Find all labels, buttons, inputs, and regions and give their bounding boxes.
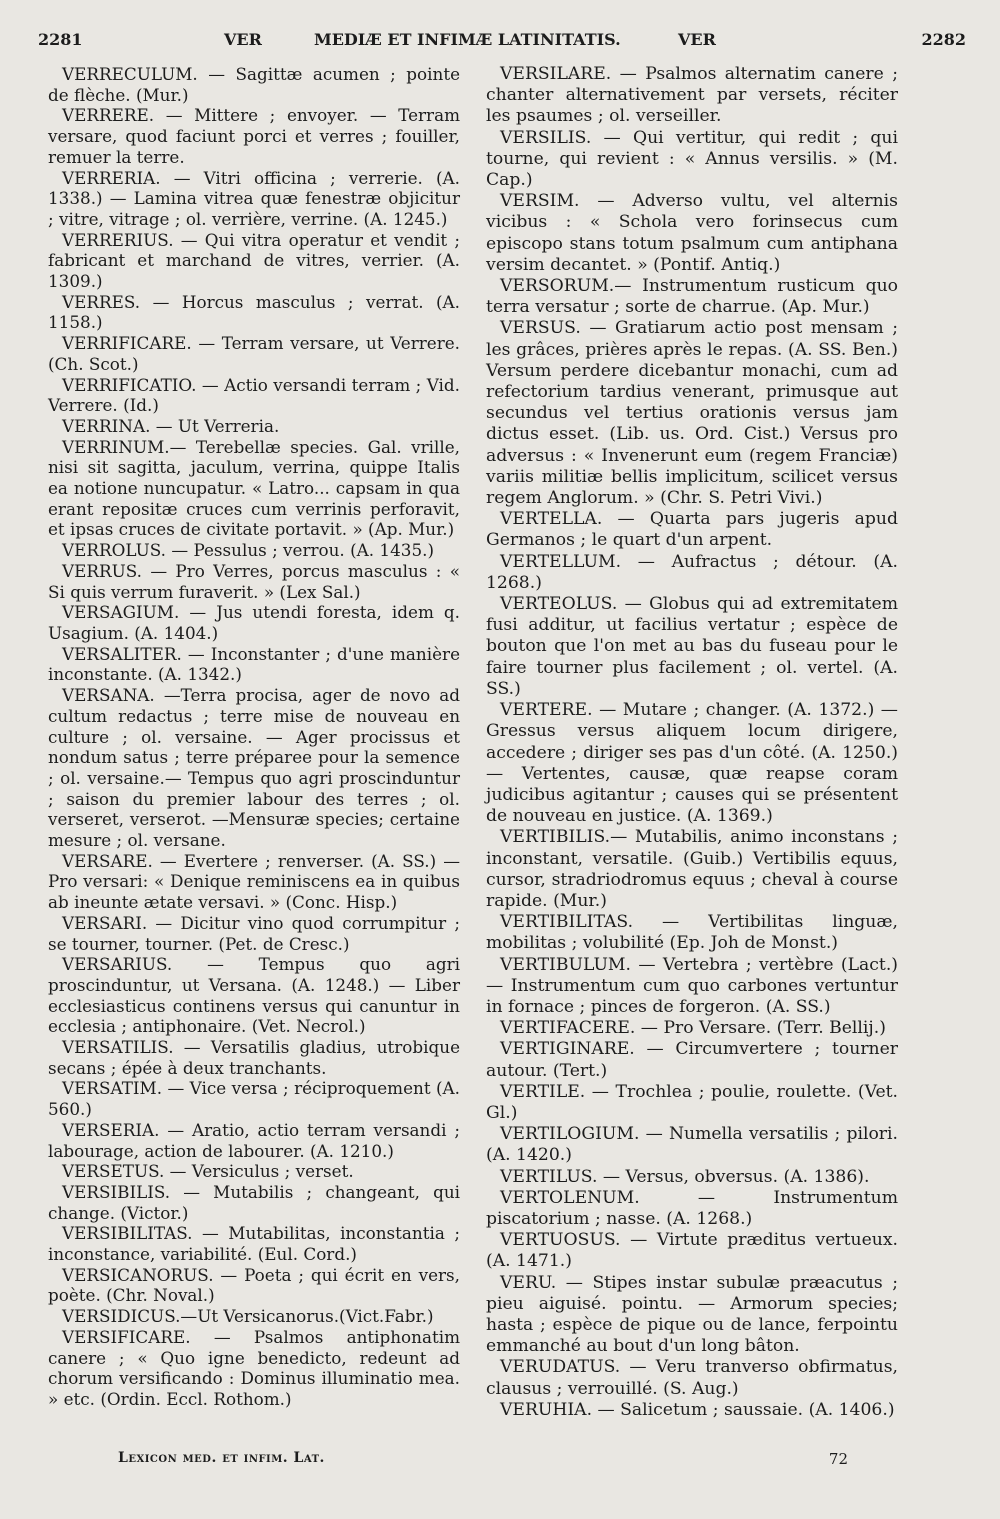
- dictionary-entry: VERRES. — Horcus masculus ; verrat. (A. 1158.): [48, 291, 460, 333]
- dictionary-entry: VERSIBILITAS. — Mutabilitas, inconstantia ; inconstance, variabilité. (Eul. Cord.): [48, 1223, 460, 1265]
- dictionary-entry: VERSIBILIS. — Mutabilis ; changeant, qui change. (Victor.): [48, 1181, 460, 1223]
- dictionary-entry: VERSICANORUS. — Poeta ; qui écrit en vers, poète. (Chr. Noval.): [48, 1264, 460, 1306]
- signature-mark: 72: [828, 1450, 848, 1468]
- guide-word-right: VER: [678, 30, 716, 49]
- running-header: [38, 30, 966, 56]
- dictionary-entry: VERTILE. — Trochlea ; poulie, roulette. (Vet. Gl.): [486, 1081, 898, 1123]
- dictionary-entry: VERTERE. — Mutare ; changer. (A. 1372.) — Gressus versus aliquem locum dirigere, accedere ; diriger ses pas d'un côté. (A. 1250.) — Vertentes, causæ, quæ reapse coram judicibus agitantur ; causes qui se présentent de nouveau en justice. (A. 1369.): [486, 700, 898, 827]
- dictionary-entry: VERRINUM.— Terebellæ species. Gal. vrille, nisi sit sagitta, jaculum, verrina, quippe Italis ea notione nuncupatur. « Latro... capsam in qua erant repositæ cruces cum verrinis perforavit, et ipsas cruces de civitate portavit. » (Ap. Mur.): [48, 436, 460, 540]
- dictionary-entry: VERTIFACERE. — Pro Versare. (Terr. Bellij.): [500, 1018, 886, 1039]
- dictionary-entry: VERTIBILIS.— Mutabilis, animo inconstans ; inconstant, versatile. (Guib.) Vertibilis equus, cursor, stradriodromus equus ; cheval à course rapide. (Mur.): [486, 827, 898, 911]
- footer-title: Lexicon med. et infim. Lat.: [118, 1450, 325, 1466]
- dictionary-entry: VERRINA. — Ut Verreria.: [62, 415, 280, 436]
- dictionary-entry: VERSERIA. — Aratio, actio terram versandi ; labourage, action de labourer. (A. 1210.): [48, 1119, 460, 1161]
- dictionary-entry: VERRERIA. — Vitri officina ; verrerie. (A. 1338.) — Lamina vitrea quæ fenestræ objicitur ; vitre, vitrage ; ol. verrière, verrine. (A. 1245.): [48, 167, 460, 229]
- dictionary-entry: VERSARIUS. — Tempus quo agri proscinduntur, ut Versana. (A. 1248.) — Liber ecclesiasticus continens versus qui canuntur in ecclesia ; antiphonaire. (Vet. Necrol.): [48, 954, 460, 1037]
- dictionary-entry: VERSORUM.— Instrumentum rusticum quo terra versatur ; sorte de charrue. (Ap. Mur.): [486, 276, 898, 318]
- dictionary-entry: VERSARE. — Evertere ; renverser. (A. SS.) — Pro versari: « Denique reminiscens ea in quibus ab ineunte ætate versavi. » (Conc. Hisp.): [48, 850, 460, 913]
- left-column: [48, 64, 460, 1410]
- dictionary-entry: VERUHIA. — Salicetum ; saussaie. (A. 1406.): [500, 1399, 895, 1420]
- dictionary-entry: VERSIDICUS.—Ut Versicanorus.(Vict.Fabr.): [62, 1306, 434, 1327]
- dictionary-entry: VERSALITER. — Inconstanter ; d'une manière inconstante. (A. 1342.): [48, 643, 460, 685]
- dictionary-entry: VERTIGINARE. — Circumvertere ; tourner autour. (Tert.): [486, 1039, 898, 1081]
- dictionary-entry: VERSARI. — Dicitur vino quod corrumpitur ; se tourner, tourner. (Pet. de Cresc.): [48, 912, 460, 954]
- dictionary-entry: VERTELLUM. — Aufractus ; détour. (A. 1268.): [486, 551, 898, 593]
- right-column: [486, 64, 898, 1421]
- dictionary-entry: VERSATIM. — Vice versa ; réciproquement (A. 560.): [48, 1078, 460, 1120]
- dictionary-entry: VERSETUS. — Versiculus ; verset.: [62, 1161, 354, 1182]
- dictionary-entry: VERU. — Stipes instar subulæ præacutus ; pieu aiguisé. pointu. — Armorum species; hasta ; espèce de pique ou de lance, ferpointu emmanché au bout d'un long bâton.: [486, 1272, 898, 1357]
- dictionary-entry: VERUDATUS. — Veru tranverso obfirmatus, clausus ; verrouillé. (S. Aug.): [486, 1357, 898, 1399]
- page-number-left: 2281: [38, 30, 83, 49]
- dictionary-entry: VERTILUS. — Versus, obversus. (A. 1386).: [500, 1166, 870, 1187]
- running-title: MEDIÆ ET INFIMÆ LATINITATIS.: [314, 30, 621, 49]
- dictionary-entry: VERRIFICARE. — Terram versare, ut Verrere. (Ch. Scot.): [48, 333, 460, 374]
- dictionary-entry: VERROLUS. — Pessulus ; verrou. (A. 1435.): [62, 540, 435, 561]
- dictionary-entry: VERSIM. — Adverso vultu, vel alternis vicibus : « Schola vero forinsecus cum episcopo stans totum psalmum cum antiphana versim decantet. » (Pontif. Antiq.): [486, 191, 898, 275]
- dictionary-entry: VERTOLENUM. — Instrumentum piscatorium ; nasse. (A. 1268.): [486, 1187, 898, 1229]
- dictionary-entry: VERSATILIS. — Versatilis gladius, utrobique secans ; épée à deux tranchants.: [48, 1037, 460, 1078]
- dictionary-entry: VERTUOSUS. — Virtute præditus vertueux. (A. 1471.): [486, 1230, 898, 1272]
- dictionary-entry: VERSANA. —Terra procisa, ager de novo ad cultum redactus ; terre mise de nouveau en culture ; ol. versaine. — Ager procissus et nondum satus ; terre préparee pour la semence ; ol. versaine.— Tempus quo agri proscinduntur ; saison du premier labour des terres ; ol. verseret, verserot. —Mensuræ species; certaine mesure ; ol. versane.: [48, 685, 460, 851]
- dictionary-entry: VERSILARE. — Psalmos alternatim canere ; chanter alternativement par versets, réciter les psaumes ; ol. verseiller.: [486, 64, 898, 127]
- dictionary-entry: VERRERIUS. — Qui vitra operatur et vendit ; fabricant et marchand de vitres, verrier. (A. 1309.): [48, 229, 460, 292]
- dictionary-entry: VERTILOGIUM. — Numella versatilis ; pilori. (A. 1420.): [486, 1124, 898, 1166]
- dictionary-entry: VERSAGIUM. — Jus utendi foresta, idem q. Usagium. (A. 1404.): [48, 602, 460, 643]
- page-footer: [60, 1450, 960, 1474]
- dictionary-entry: VERTIBILITAS. — Vertibilitas linguæ, mobilitas ; volubilité (Ep. Joh de Monst.): [486, 912, 898, 954]
- page-number-right: 2282: [921, 30, 966, 49]
- guide-word-left: VER: [224, 30, 262, 49]
- dictionary-entry: VERTELLA. — Quarta pars jugeris apud Germanos ; le quart d'un arpent.: [486, 509, 898, 551]
- dictionary-entry: VERTIBULUM. — Vertebra ; vertèbre (Lact.) — Instrumentum cum quo carbones vertuntur in fornace ; pinces de forgeron. (A. SS.): [486, 954, 898, 1017]
- dictionary-entry: VERTEOLUS. — Globus qui ad extremitatem fusi additur, ut facilius vertatur ; espèce de bouton que l'on met au bas du fuseau pour le faire tourner plus facilement ; ol. vertel. (A. SS.): [486, 594, 898, 699]
- dictionary-entry: VERSIFICARE. — Psalmos antiphonatim canere ; « Quo igne benedicto, redeunt ad chorum versificando : Dominus illuminatio mea. » etc. (Ordin. Eccl. Rothom.): [48, 1326, 460, 1409]
- dictionary-entry: VERSILIS. — Qui vertitur, qui redit ; qui tourne, qui revient : « Annus versilis. » (M. Cap.): [486, 127, 898, 191]
- dictionary-entry: VERRUS. — Pro Verres, porcus masculus : « Si quis verrum furaverit. » (Lex Sal.): [48, 560, 460, 602]
- dictionary-entry: VERRIFICATIO. — Actio versandi terram ; Vid. Verrere. (Id.): [48, 374, 460, 416]
- dictionary-entry: VERSUS. — Gratiarum actio post mensam ; les grâces, prières après le repas. (A. SS. Ben.) Versum perdere dicebantur monachi, cum ad refectorium tardius venerant, primusque aut secundus vel tertius orationis versus jam dictus esset. (Lib. us. Ord. Cist.) Versus pro adversus : « Invenerunt eum (regem Franciæ) variis militiæ bellis implicitum, scilicet versus regem Anglorum. » (Chr. S. Petri Vivi.): [486, 318, 898, 509]
- dictionary-entry: VERRERE. — Mittere ; envoyer. — Terram versare, quod faciunt porci et verres ; fouiller, remuer la terre.: [48, 105, 460, 167]
- dictionary-entry: VERRECULUM. — Sagittæ acumen ; pointe de flèche. (Mur.): [48, 64, 460, 105]
